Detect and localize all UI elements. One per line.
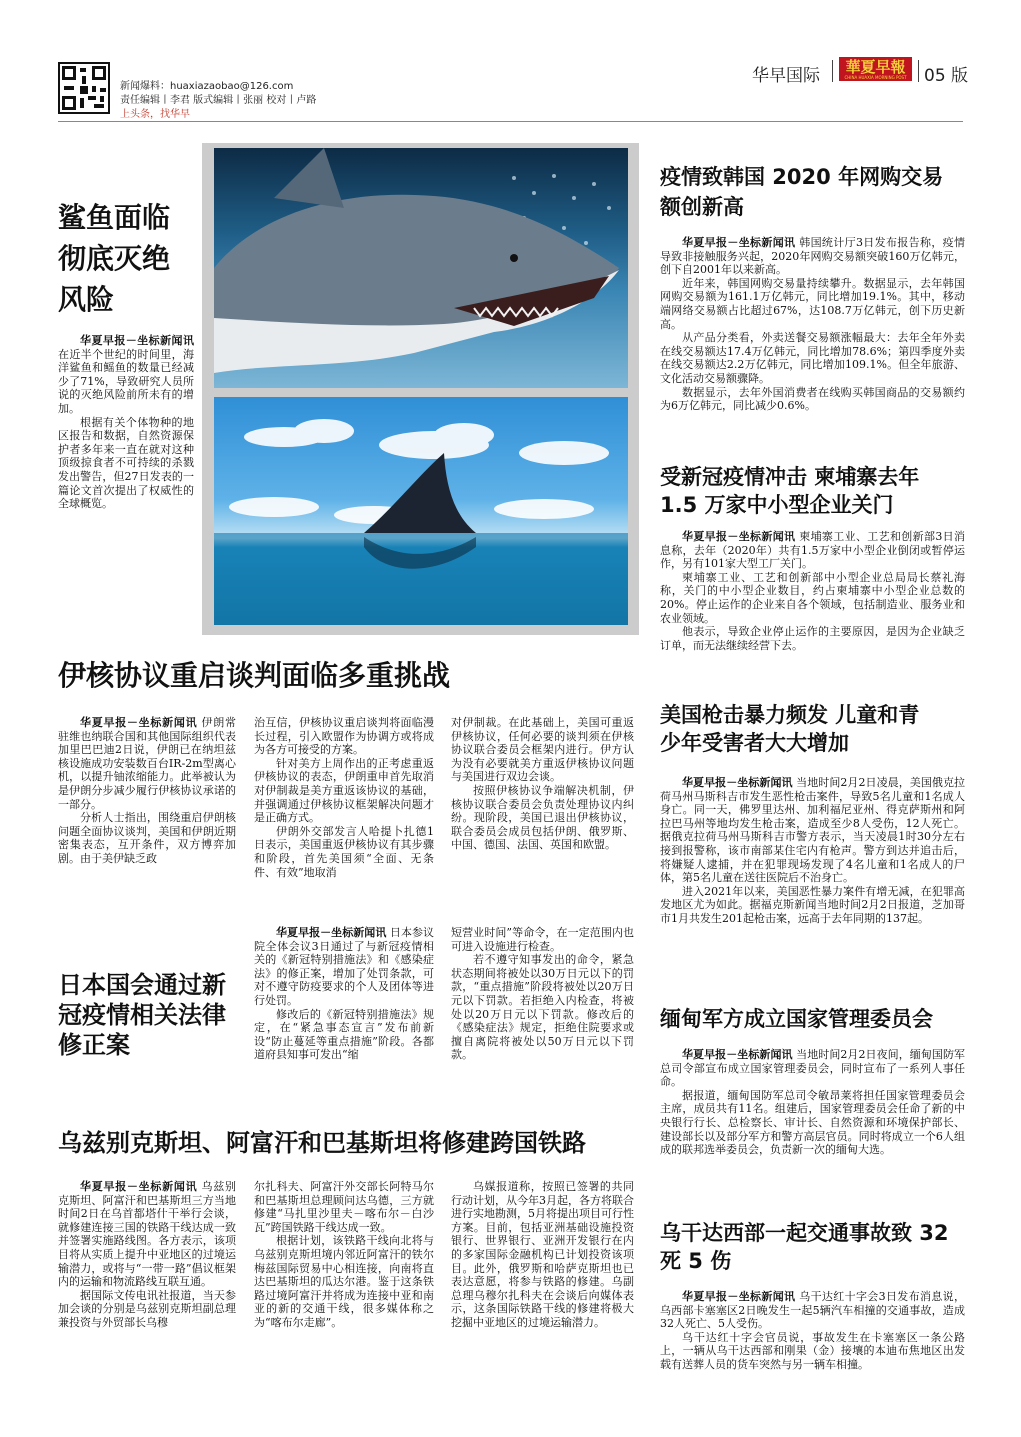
korea-title-2: 额创新高	[660, 195, 744, 219]
shark-body: 华夏早报－坐标新闻讯 在近半个世纪的时间里，海洋鲨鱼和鳐鱼的数量已经减少了71%，导致研究人员所说的灭绝风险前所未有的增加。 根据有关个体物种的地区报告和数据，自然资源保护者多年来一直在就对这种顶级掠食者不可持续的杀戮发出警告，但27日发表的一篇论文首次提出了权威性的全球概览。	[58, 334, 194, 511]
gun-title-2: 少年受害者大大增加	[660, 731, 849, 755]
korea-body: 华夏早报－坐标新闻讯 韩国统计厅3日发布报告称，疫情导致非接触服务兴起，2020年网购交易额突破160万亿韩元，创下自2001年以来新高。 近年来，韩国网购交易量持续攀升。数据显示，去年韩国网购交易额为161.1万亿韩元，同比增加19.1%。其中，移动端网络交易额占比超过67%，达108.7万亿韩元，创下历史新高。 从产品分类看，外卖送餐交易额涨幅最大：去年全年外卖在线交易额达17.4万亿韩元，同比增加78.6%；第四季度外卖在线交易额达2.2万亿韩元，同比增加109.1%。但全年旅游、文化活动交易额骤降。 数据显示，去年外国消费者在线购买韩国商品的交易额约为6万亿韩元，同比减少0.6%。	[660, 236, 966, 413]
editor-line: 责任编辑丨李君 版式编辑丨张丽 校对丨卢路	[120, 95, 317, 106]
iran-title: 伊核协议重启谈判面临多重挑战	[58, 659, 451, 692]
page-number: 05 版	[924, 66, 969, 86]
section-name: 华早国际	[752, 66, 820, 86]
japan-title-2: 冠疫情相关法律	[58, 1001, 226, 1029]
uganda-body: 华夏早报－坐标新闻讯 乌干达红十字会3日发布消息说，乌西部卡塞塞区2日晚发生一起5辆汽车相撞的交通事故，造成32人死亡、5人受伤。 乌干达红十字会官员说，事故发生在卡塞塞区一条公路上，一辆从乌干达西部和刚果（金）接壤的本迪布焦地区出发载有送葬人员的货车突然与另一辆车相撞。	[660, 1290, 966, 1371]
iran-col-2: 治互信，伊核协议重启谈判将面临漫长过程，引入欧盟作为协调方或将成为各方可接受的方案。 针对美方上周作出的正考虑重返伊核协议的表态，伊朗重申首先取消对伊制裁是美方重返该协议的基础，并强调通过伊核协议框架解决问题才是正确方式。 伊朗外交部发言人哈提卜扎德1日表示，美国重返伊核协议有其步骤和阶段，首先美国须“全面、无条件、有效”地取消	[254, 716, 434, 879]
iran-col-3: 对伊制裁。在此基础上，美国可重返伊核协议，任何必要的谈判须在伊核协议联合委员会框架内进行。伊方认为没有必要就美方重返伊核协议问题与美国进行双边会谈。 按照伊核协议争端解决机制，伊核协议联合委员会负责处理协议内纠纷。现阶段，美国已退出伊核协议，联合委员会成员包括伊朗、俄罗斯、中国、德国、法国、英国和欧盟。	[451, 716, 634, 852]
myanmar-body: 华夏早报－坐标新闻讯 当地时间2月2日夜间，缅甸国防军总司令部宣布成立国家管理委员会，同时宣布了一系列人事任命。 据报道，缅甸国防军总司令敏昂莱将担任国家管理委员会主席，成员共有11名。组建后，国家管理委员会任命了新的中央银行行长、总检察长、审计长、自然资源和环境保护部长、建设部长以及部分军方和警方高层官员。同时将成立一个6人组成的联邦选举委员会，负责新一次的缅甸大选。	[660, 1048, 966, 1157]
japan-title-1: 日本国会通过新	[58, 971, 226, 999]
myanmar-title: 缅甸军方成立国家管理委员会	[660, 1007, 933, 1031]
gun-body: 华夏早报－坐标新闻讯 当地时间2月2日凌晨，美国俄克拉荷马州马斯科吉市发生恶性枪击案件，导致5名儿童和1名成人身亡。同一天，佛罗里达州、加利福尼亚州、得克萨斯州和阿拉巴马州等地均发生枪击案，造成至少8人受伤，12人死亡。据俄克拉荷马州马斯科吉市警方表示，当天凌晨1时30分左右接到报警称，该市南部某住宅内有枪声。警方到达并追击后，将嫌疑人逮捕，并在犯罪现场发现了4名儿童和1名成人的尸体，第5名儿童在送往医院后不治身亡。 进入2021年以来，美国恶性暴力案件有增无减，在犯罪高发地区尤为如此。据福克斯新闻当地时间2月2日报道，芝加哥市1月共发生201起枪击案，远高于去年同期的137起。	[660, 776, 966, 925]
uganda-title-2: 死 5 伤	[660, 1249, 732, 1273]
shark-title-1: 鲨鱼面临	[58, 201, 171, 234]
uganda-title-1: 乌干达西部一起交通事故致 32	[660, 1221, 949, 1245]
japan-col-1: 华夏早报－坐标新闻讯 日本参议院全体会议3日通过了与新冠疫情相关的《新冠特别措施法》和《感染症法》的修正案，增加了处罚条款，可对不遵守防疫要求的个人及团体等进行处罚。 修改后的《新冠特别措施法》规定，在“紧急事态宣言”发布前新设“防止蔓延等重点措施”阶段。各都道府县知事可发出“缩	[254, 926, 435, 1062]
cambodia-body: 华夏早报－坐标新闻讯 柬埔寨工业、工艺和创新部3日消息称，去年（2020年）共有1.5万家中小型企业倒闭或暂停运作，另有101家大型工厂关门。 柬埔寨工业、工艺和创新部中小型企业总局局长蔡礼海称，关门的中小型企业数目，约占柬埔寨中小型企业总数的20%。停止运作的企业来自各个领域，包括制造业、服务业和农业领域。 他表示，导致企业停止运作的主要原因，是因为企业缺乏订单，而无法继续经营下去。	[660, 530, 966, 652]
cambodia-title-1: 受新冠疫情冲击 柬埔寨去年	[660, 465, 920, 489]
rail-col-3: 乌媒报道称，按照已签署的共同行动计划，从今年3月起，各方将联合进行实地勘测，5月将提出项目可行性方案。目前，包括亚洲基础设施投资银行、世界银行、亚洲开发银行在内的多家国际金融机构已计划投资该项目。此外，俄罗斯和哈萨克斯坦也已表达意愿，将参与铁路的修建。乌副总理乌穆尔扎科夫在会谈后向媒体表示，这条国际铁路干线的修建将极大挖掘中亚地区的过境运输潜力。	[451, 1180, 634, 1329]
contact-line: 新闻爆料：huaxiazaobao@126.com	[120, 81, 294, 92]
rail-col-2: 尔扎科夫、阿富汗外交部长阿特马尔和巴基斯坦总理顾问达乌德，三方就修建“马扎里沙里夫－喀布尔－白沙瓦”跨国铁路干线达成一致。 根据计划，该铁路干线向北将与乌兹别克斯坦境内邻近阿富汗的铁尔梅兹国际贸易中心相连接，向南将直达巴基斯坦的瓜达尔港。鉴于这条铁路过境阿富汗并将成为连接中亚和南亚的新的交通干线，很多媒体称之为“喀布尔走廊”。	[254, 1180, 434, 1329]
qr-code-icon	[58, 62, 110, 114]
newspaper-logo: 華夏早報 CHINA HUAXIA MORNING POST	[839, 57, 912, 81]
japan-col-2: 短营业时间”等命令，在一定范围内也可进入设施进行检查。 若不遵守知事发出的命令，紧急状态期间将被处以30万日元以下的罚款，“重点措施”阶段将被处以20万日元以下罚款。若拒绝入内检查，将被处以20万日元以下罚款。修改后的《感染症法》规定，拒绝住院要求或擅自离院将被处以50万日元以下罚款。	[451, 926, 634, 1062]
shark-title-3: 风险	[58, 283, 115, 316]
korea-title-1: 疫情致韩国 2020 年网购交易	[660, 165, 944, 189]
shark-title-2: 彻底灭绝	[58, 242, 171, 275]
shark-fin-photo	[214, 397, 628, 625]
shark-photo	[214, 148, 628, 388]
gun-title-1: 美国枪击暴力频发 儿童和青	[660, 703, 920, 727]
iran-col-1: 华夏早报－坐标新闻讯 伊朗常驻维也纳联合国和其他国际组织代表加里巴巴迪2日说，伊朗已在纳坦兹核设施成功安装数百台IR-2m型离心机，以提升铀浓缩能力。此举被认为是伊朗分步减少履行伊核协议承诺的一部分。 分析人士指出，围绕重启伊朗核问题全面协议谈判，美国和伊朗近期密集表态，互开条件，双方博弈加剧。由于美伊缺乏政	[58, 716, 237, 865]
rail-title: 乌兹别克斯坦、阿富汗和巴基斯坦将修建跨国铁路	[58, 1129, 586, 1157]
slogan: 上头条，找华早	[120, 109, 190, 120]
cambodia-title-2: 1.5 万家中小型企业关门	[660, 493, 894, 517]
japan-title-3: 修正案	[58, 1031, 130, 1059]
rail-col-1: 华夏早报－坐标新闻讯 乌兹别克斯坦、阿富汗和巴基斯坦三方当地时间2日在乌首都塔什干举行会谈，就修建连接三国的铁路干线达成一致并签署实施路线图。各方表示，该项目将从实质上提升中亚地区的过境运输潜力，或将与“一带一路”倡议框架内的运输和物流路线互联互通。 据国际文传电讯社报道，当天参加会谈的分别是乌兹别克斯坦副总理兼投资与外贸部长乌穆	[58, 1180, 237, 1329]
